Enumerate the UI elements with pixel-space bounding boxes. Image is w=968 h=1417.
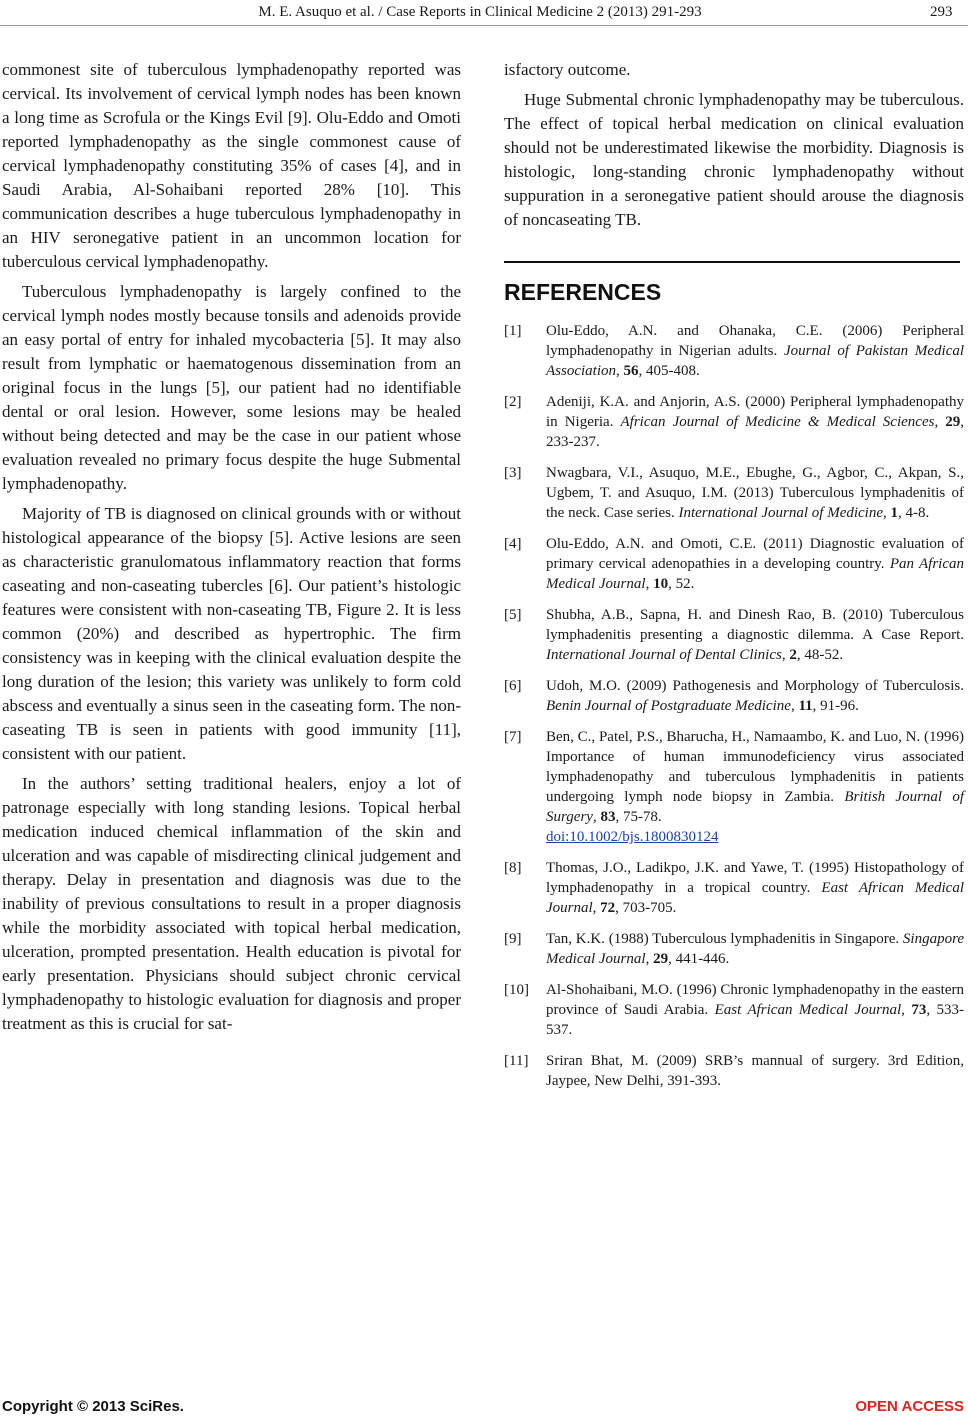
right-column <box>504 58 964 1102</box>
reference-volume: 56 <box>623 363 639 379</box>
reference-volume: 2 <box>789 647 797 663</box>
reference-authors-title: Ben, C., Patel, P.S., Bharucha, H., Namaambo, K. and Luo, N. (1996) Importance of human immunodeficiency virus associated lymphadenopathy and tuberculous lymphadenitis in patients undergoing lymph node biopsy in Zambia. <box>546 729 964 805</box>
reference-authors-title: Thomas, J.O., Ladikpo, J.K. and Yawe, T. (1995) Histopathology of lymphadenopathy in a tropical country. <box>546 860 964 896</box>
reference-item <box>504 727 964 847</box>
reference-journal: Benin Journal of Postgraduate Medicine <box>546 698 791 714</box>
reference-volume: 73 <box>911 1002 927 1018</box>
reference-item <box>504 858 964 918</box>
reference-text: Nwagbara, V.I., Asuquo, M.E., Ebughe, G., Agbor, C., Akpan, S., Ugbem, T. and Asuquo, I.M. (2013) Tuberculous lymphadenitis of the neck. Case series. International Journal of Medicine, 1, 4-8. <box>546 465 964 521</box>
paragraph: Huge Submental chronic lymphadenopathy may be tuberculous. The effect of topical herbal medication on clinical evaluation should not be underestimated likewise the morbidity. Diagnosis is histologic, long-standing chronic lymphadenopathy without suppuration in a seronegative patient should arouse the diagnosis of noncaseating TB. <box>504 90 964 229</box>
reference-pages: , 703-705. <box>615 900 677 916</box>
reference-volume: 10 <box>653 576 669 592</box>
reference-text: Ben, C., Patel, P.S., Bharucha, H., Namaambo, K. and Luo, N. (1996) Importance of human immunodeficiency virus associated lymphadenopathy and tuberculous lymphadenitis in patients undergoing lymph node biopsy in Zambia. British Journal of Surgery, 83, 75-78. doi:10.1002/bjs.1800830124 <box>546 729 965 845</box>
reference-number: [2] <box>504 394 522 410</box>
reference-journal: International Journal of Medicine <box>678 505 883 521</box>
reference-journal: East African Medical Journal <box>546 880 965 916</box>
reference-number: [10] <box>504 982 529 998</box>
reference-number: [3] <box>504 465 522 481</box>
reference-text <box>546 1051 964 1091</box>
reference-journal: Journal of Pakistan Medical Association <box>546 343 965 379</box>
reference-pages: , 48-52. <box>796 647 844 663</box>
reference-pages: , 91-96. <box>812 698 859 714</box>
reference-number: [4] <box>504 536 522 552</box>
paragraph: In the authors’ setting traditional healers, enjoy a lot of patronage especially with long standing lesions. Topical herbal medication induced chemical inflammation of the skin and ulceration and was capable of misdirecting clinical judgement and therapy. Delay in presentation and diagnosis was due to the inability of previous consultations to result in a proper diagnosis while the morbidity associated with topical herbal medication, ulceration, prompted presentation. Health education is pivotal for early presentation. Physicians should subject chronic cervical lymphadenopathy to histologic evaluation for diagnosis and proper treatment as this is crucial for sat- <box>2 774 461 1033</box>
reference-number: [11] <box>504 1053 529 1069</box>
reference-authors-title: Olu-Eddo, A.N. and Omoti, C.E. (2011) Diagnostic evaluation of primary cervical adenopathies in a developing country. <box>546 536 964 572</box>
reference-authors-title: Adeniji, K.A. and Anjorin, A.S. (2000) Peripheral lymphadenopathy in Nigeria. <box>546 394 964 430</box>
reference-authors-title: Shubha, A.B., Sapna, H. and Dinesh Rao, B. (2010) Tuberculous lymphadenitis presenting a diagnostic dilemma. A Case Report. <box>546 607 964 643</box>
reference-number: [6] <box>504 678 522 694</box>
reference-pages: , 441-446. <box>668 951 730 967</box>
reference-journal: International Journal of Dental Clinics <box>546 647 782 663</box>
references-list <box>504 321 964 1091</box>
reference-authors-title: Sriran Bhat, M. (2009) SRB’s mannual of surgery. 3rd Edition, Jaypee, New Delhi, 391-393. <box>546 1053 964 1089</box>
paragraph: isfactory outcome. <box>504 60 631 79</box>
reference-volume: 29 <box>653 951 669 967</box>
reference-pages: , 233-237. <box>546 414 964 450</box>
paragraph: commonest site of tuberculous lymphadenopathy reported was cervical. Its involvement of cervical lymph nodes has been known a long time as Scrofula or the Kings Evil [9]. Olu-Eddo and Omoti reported lymphadenopathy as the single commonest cause of cervical lymphadenopathy constituting 35% of cases [4], and in Saudi Arabia, Al-Sohaibani reported 28% [10]. This communication describes a huge tuberculous lymphadenopathy in an HIV seronegative patient in an uncommon location for tuberculous cervical lymphadenopathy. <box>2 60 461 271</box>
reference-item <box>504 929 964 969</box>
header-rule <box>0 25 968 26</box>
reference-volume: 83 <box>600 809 616 825</box>
reference-number: [1] <box>504 323 522 339</box>
reference-authors-title: Tan, K.K. (1988) Tuberculous lymphadenitis in Singapore. <box>546 931 900 947</box>
reference-volume: 72 <box>600 900 616 916</box>
reference-number: [8] <box>504 860 522 876</box>
reference-authors-title: Al-Shohaibani, M.O. (1996) Chronic lymphadenopathy in the eastern province of Saudi Arabia. <box>546 982 964 1018</box>
reference-pages: , 405-408. <box>638 363 700 379</box>
reference-text: Shubha, A.B., Sapna, H. and Dinesh Rao, B. (2010) Tuberculous lymphadenitis presenting a diagnostic dilemma. A Case Report. International Journal of Dental Clinics, 2, 48-52. <box>546 607 964 663</box>
reference-journal: African Journal of Medicine & Medical Sciences <box>620 414 935 430</box>
references-rule <box>504 261 960 263</box>
reference-text: Tan, K.K. (1988) Tuberculous lymphadenitis in Singapore. Singapore Medical Journal, 29, 441-446. <box>546 931 965 967</box>
reference-item <box>504 980 964 1040</box>
reference-volume: 29 <box>945 414 961 430</box>
reference-number: [9] <box>504 931 522 947</box>
reference-doi-link[interactable]: doi:10.1002/bjs.1800830124 <box>546 829 719 845</box>
open-access-label: OPEN ACCESS <box>855 1398 964 1415</box>
reference-authors-title: Nwagbara, V.I., Asuquo, M.E., Ebughe, G., Agbor, C., Akpan, S., Ugbem, T. and Asuquo, I.M. (2013) Tuberculous lymphadenitis of the neck. Case series. <box>546 465 964 521</box>
reference-text: Udoh, M.O. (2009) Pathogenesis and Morphology of Tuberculosis. Benin Journal of Postgraduate Medicine, 11, 91-96. <box>546 678 964 714</box>
reference-volume: 1 <box>890 505 898 521</box>
reference-number: [7] <box>504 729 522 745</box>
left-column <box>2 58 461 1042</box>
references-heading: REFERENCES <box>504 279 662 305</box>
copyright-notice: Copyright © 2013 SciRes. <box>2 1398 184 1415</box>
reference-authors-title: Olu-Eddo, A.N. and Ohanaka, C.E. (2006) Peripheral lymphadenopathy in Nigerian adults. <box>546 323 964 359</box>
reference-journal: British Journal of Surgery <box>546 789 965 825</box>
paragraph: Majority of TB is diagnosed on clinical grounds with or without histological appearance of the biopsy [5]. Active lesions are seen as characteristic granulomatous inflammatory reaction that forms caseating and non-caseating tubercles [6]. Our patient’s histologic features were consistent with non-caseating TB, Figure 2. It is less common (20%) and described as hypertrophic. The firm consistency was in keeping with the clinical evaluation despite the long duration of the lesion; this variety was unlikely to form cold abscess and eventually a sinus seen in the caseating form. The non-caseating TB is seen in patients with good immunity [11], consistent with our patient. <box>2 504 461 763</box>
reference-authors-title: Udoh, M.O. (2009) Pathogenesis and Morphology of Tuberculosis. <box>546 678 964 694</box>
reference-pages: , 52. <box>668 576 695 592</box>
reference-pages: , 4-8. <box>898 505 930 521</box>
reference-item <box>504 321 964 381</box>
page-number: 293 <box>930 4 953 20</box>
reference-text: Al-Shohaibani, M.O. (1996) Chronic lymphadenopathy in the eastern province of Saudi Arabia. East African Medical Journal, 73, 533-537. <box>546 982 965 1038</box>
reference-item <box>504 392 964 452</box>
reference-item <box>504 676 964 716</box>
reference-item <box>504 605 964 665</box>
reference-journal: East African Medical Journal <box>714 1002 902 1018</box>
reference-journal: Singapore Medical Journal <box>546 931 965 967</box>
reference-pages: , 75-78. <box>615 809 662 825</box>
reference-item <box>504 534 964 594</box>
reference-pages: , 533-537. <box>546 1002 965 1038</box>
reference-text: Adeniji, K.A. and Anjorin, A.S. (2000) Peripheral lymphadenopathy in Nigeria. African Journal of Medicine & Medical Sciences, 29, 233-237. <box>546 394 964 450</box>
reference-volume: 11 <box>798 698 813 714</box>
reference-number: [5] <box>504 607 522 623</box>
reference-text: Olu-Eddo, A.N. and Omoti, C.E. (2011) Diagnostic evaluation of primary cervical adenopathies in a developing country. Pan African Medical Journal, 10, 52. <box>546 536 964 592</box>
reference-text: Olu-Eddo, A.N. and Ohanaka, C.E. (2006) Peripheral lymphadenopathy in Nigerian adults. Journal of Pakistan Medical Association, 56, 405-408. <box>546 323 965 379</box>
reference-text: Thomas, J.O., Ladikpo, J.K. and Yawe, T. (1995) Histopathology of lymphadenopathy in a tropical country. East African Medical Journal, 72, 703-705. <box>546 860 965 916</box>
paragraph: Tuberculous lymphadenopathy is largely confined to the cervical lymph nodes mostly because tonsils and adenoids provide an easy portal of entry for inhaled mycobacteria [5]. It may also result from lymphatic or haematogenous dissemination from an original focus in the lungs [5], our patient had no identifiable dental or oral lesion. However, some lesions may be healed without being detected and may be the case in our patient whose evaluation revealed no primary focus despite the huge Submental lymphadenopathy. <box>2 282 461 493</box>
reference-item <box>504 463 964 523</box>
reference-item <box>504 1051 964 1091</box>
reference-journal: Pan African Medical Journal <box>546 556 964 592</box>
running-head: M. E. Asuquo et al. / Case Reports in Clinical Medicine 2 (2013) 291-293 <box>258 4 702 20</box>
